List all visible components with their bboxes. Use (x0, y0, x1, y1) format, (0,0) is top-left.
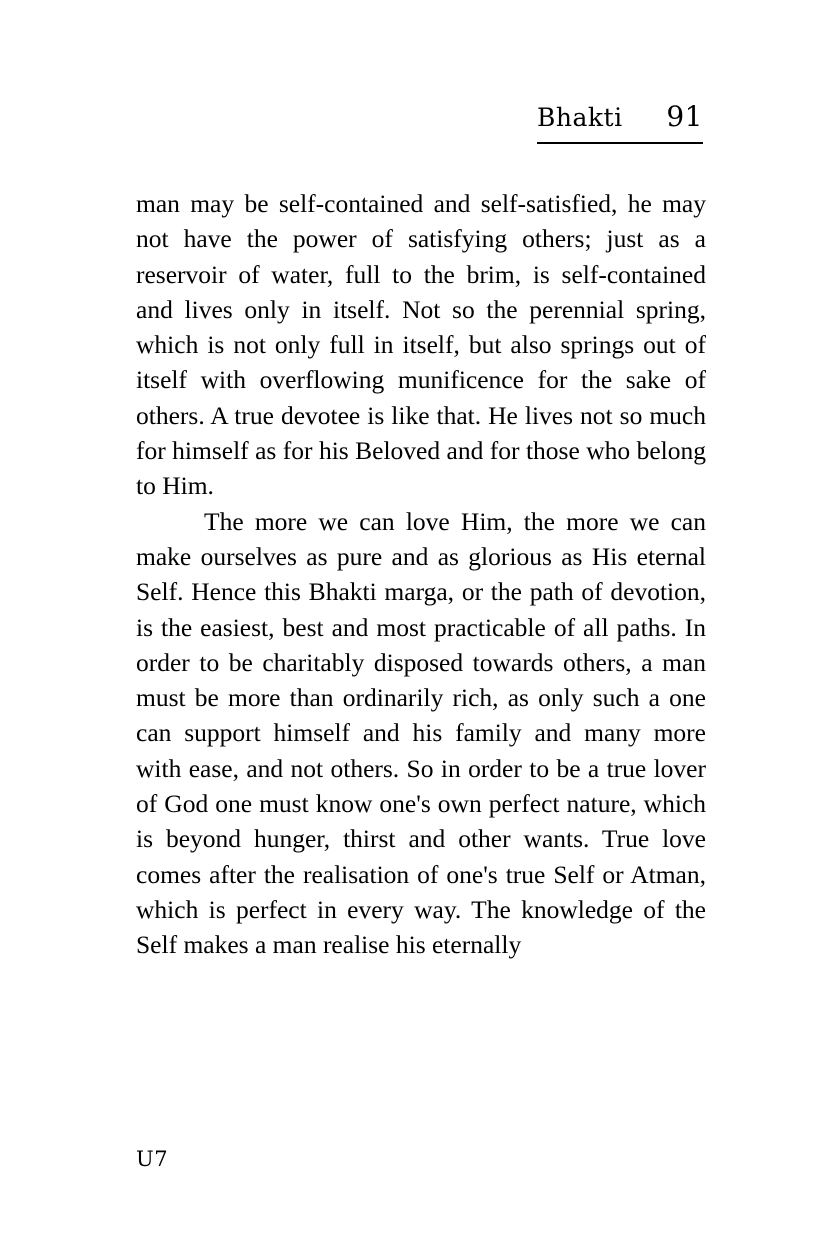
running-head (537, 100, 703, 144)
page-body (136, 186, 706, 963)
chapter-title: Bhakti (537, 103, 623, 132)
paragraph-continued: man may be self-contained and self-satisfied, he may not have the power of satisfying others; just as a reservoir of water, full to the brim, is self-contained and lives only in itself. Not so the perennial spring, which is not only full in itself, but also springs out of itself with overflowing munificence for the sake of others. A true devotee is like that. He lives not so much for himself as for his Beloved and for those who belong to Him. (136, 189, 706, 501)
signature-mark: U7 (136, 1147, 169, 1171)
page-number: 91 (666, 100, 703, 133)
paragraph-second: The more we can love Him, the more we can make ourselves as pure and as glorious as His eternal Self. Hence this Bhakti marga, or the path of devotion, is the easiest, best and most practicable of all paths. In order to be charitably disposed towards others, a man must be more than ordinarily rich, as only such a one can support himself and his family and many more with ease, and not others. So in order to be a true lover of God one must know one's own perfect nature, which is beyond hunger, thirst and other wants. True love comes after the realisation of one's true Self or Atman, which is perfect in every way. The knowledge of the Self makes a man realise his eternally (136, 506, 706, 960)
